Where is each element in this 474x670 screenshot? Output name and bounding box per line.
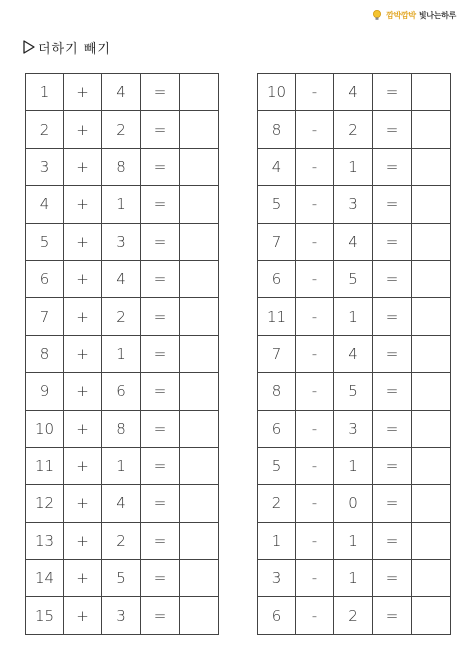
lightbulb-icon [371,9,383,21]
operand-a: 3 [26,148,64,185]
answer-box[interactable] [412,148,451,185]
operand-a: 5 [258,447,296,484]
answer-box[interactable] [412,223,451,260]
operand-b: 8 [102,148,141,185]
page-title: 더하기 빼기 [38,41,111,57]
subtraction-row [258,148,451,185]
addition-row [26,148,219,185]
equals-sign: = [373,560,412,597]
operand-a: 5 [258,186,296,223]
answer-box[interactable] [180,74,219,111]
equals-sign: = [373,148,412,185]
subtraction-row [258,597,451,634]
operand-a: 7 [258,223,296,260]
operator-sign: - [296,597,334,634]
equals-sign: = [141,111,180,148]
operator-sign: + [64,447,102,484]
answer-box[interactable] [180,298,219,335]
addition-row [26,560,219,597]
equals-sign: = [373,260,412,297]
equals-sign: = [373,410,412,447]
operand-a: 8 [26,335,64,372]
equals-sign: = [373,111,412,148]
answer-box[interactable] [412,111,451,148]
subtraction-row [258,522,451,559]
equals-sign: = [141,597,180,634]
equals-sign: = [141,447,180,484]
equals-sign: = [373,522,412,559]
operand-b: 2 [334,111,373,148]
operand-b: 1 [102,335,141,372]
operand-a: 7 [26,298,64,335]
operand-b: 4 [334,335,373,372]
operand-a: 6 [26,260,64,297]
equals-sign: = [373,298,412,335]
operand-b: 2 [334,597,373,634]
answer-box[interactable] [180,223,219,260]
subtraction-row [258,410,451,447]
subtraction-row [258,447,451,484]
answer-box[interactable] [180,335,219,372]
operand-a: 6 [258,260,296,297]
equals-sign: = [373,74,412,111]
answer-box[interactable] [180,597,219,634]
operand-b: 1 [334,148,373,185]
answer-box[interactable] [412,522,451,559]
answer-box[interactable] [180,186,219,223]
answer-box[interactable] [180,111,219,148]
operand-b: 1 [102,447,141,484]
operand-a: 4 [26,186,64,223]
operand-b: 3 [102,597,141,634]
operator-sign: + [64,186,102,223]
answer-box[interactable] [412,335,451,372]
answer-box[interactable] [412,186,451,223]
operator-sign: + [64,74,102,111]
equals-sign: = [373,335,412,372]
addition-table [25,73,219,635]
operand-b: 4 [334,74,373,111]
equals-sign: = [373,186,412,223]
operand-a: 11 [258,298,296,335]
answer-box[interactable] [180,260,219,297]
operator-sign: - [296,260,334,297]
operator-sign: + [64,522,102,559]
answer-box[interactable] [412,410,451,447]
operand-a: 13 [26,522,64,559]
operator-sign: - [296,74,334,111]
operand-a: 4 [258,148,296,185]
operand-b: 5 [334,373,373,410]
equals-sign: = [141,223,180,260]
addition-row [26,298,219,335]
addition-row [26,597,219,634]
operand-a: 1 [258,522,296,559]
addition-row [26,223,219,260]
operand-a: 8 [258,373,296,410]
equals-sign: = [373,223,412,260]
play-triangle-icon [22,39,36,55]
subtraction-row [258,560,451,597]
subtraction-row [258,111,451,148]
operand-b: 3 [102,223,141,260]
addition-row [26,410,219,447]
answer-box[interactable] [412,260,451,297]
operator-sign: - [296,410,334,447]
answer-box[interactable] [412,373,451,410]
operator-sign: - [296,447,334,484]
addition-row [26,111,219,148]
subtraction-row [258,485,451,522]
operand-b: 4 [334,223,373,260]
answer-box[interactable] [412,74,451,111]
brand-name: 깜박깜박 [386,10,416,20]
operator-sign: + [64,597,102,634]
addition-row [26,186,219,223]
equals-sign: = [141,373,180,410]
brand-logo [371,8,456,22]
operand-b: 5 [334,260,373,297]
subtraction-table [257,73,451,635]
operand-a: 14 [26,560,64,597]
operand-b: 2 [102,111,141,148]
addition-row [26,522,219,559]
operand-b: 2 [102,298,141,335]
equals-sign: = [373,597,412,634]
addition-row [26,485,219,522]
answer-box[interactable] [180,373,219,410]
equals-sign: = [141,522,180,559]
answer-box[interactable] [180,410,219,447]
operator-sign: + [64,410,102,447]
operand-b: 5 [102,560,141,597]
operand-b: 4 [102,260,141,297]
operator-sign: + [64,260,102,297]
answer-box[interactable] [180,485,219,522]
answer-box[interactable] [412,560,451,597]
answer-box[interactable] [180,522,219,559]
subtraction-row [258,74,451,111]
operand-a: 9 [26,373,64,410]
answer-box[interactable] [180,447,219,484]
operand-b: 3 [334,186,373,223]
operand-a: 15 [26,597,64,634]
addition-row [26,335,219,372]
subtraction-row [258,223,451,260]
operand-a: 11 [26,447,64,484]
operand-b: 1 [334,522,373,559]
operator-sign: - [296,485,334,522]
operator-sign: + [64,111,102,148]
operand-a: 10 [26,410,64,447]
subtraction-row [258,373,451,410]
operand-a: 6 [258,597,296,634]
operand-b: 4 [102,485,141,522]
operand-a: 12 [26,485,64,522]
operand-a: 8 [258,111,296,148]
answer-box[interactable] [180,148,219,185]
operand-a: 6 [258,410,296,447]
answer-box[interactable] [180,560,219,597]
equals-sign: = [141,186,180,223]
operand-a: 2 [26,111,64,148]
answer-box[interactable] [412,597,451,634]
operand-a: 10 [258,74,296,111]
operand-b: 1 [334,447,373,484]
answer-box[interactable] [412,298,451,335]
addition-row [26,260,219,297]
operator-sign: - [296,560,334,597]
operator-sign: - [296,148,334,185]
operator-sign: - [296,298,334,335]
operand-a: 5 [26,223,64,260]
answer-box[interactable] [412,447,451,484]
equals-sign: = [373,447,412,484]
operator-sign: + [64,485,102,522]
operator-sign: + [64,223,102,260]
operand-b: 1 [102,186,141,223]
equals-sign: = [141,74,180,111]
addition-row [26,373,219,410]
equals-sign: = [141,260,180,297]
operand-b: 4 [102,74,141,111]
subtraction-row [258,186,451,223]
operator-sign: + [64,335,102,372]
operator-sign: - [296,111,334,148]
operator-sign: - [296,186,334,223]
operand-b: 1 [334,560,373,597]
answer-box[interactable] [412,485,451,522]
subtraction-row [258,335,451,372]
operand-b: 3 [334,410,373,447]
operator-sign: - [296,373,334,410]
equals-sign: = [141,148,180,185]
addition-row [26,447,219,484]
operand-b: 6 [102,373,141,410]
equals-sign: = [141,298,180,335]
equals-sign: = [141,410,180,447]
operand-a: 7 [258,335,296,372]
equals-sign: = [141,335,180,372]
brand-tagline: 빛나는하루 [418,10,456,20]
operand-b: 1 [334,298,373,335]
subtraction-row [258,260,451,297]
operand-b: 0 [334,485,373,522]
equals-sign: = [373,373,412,410]
operand-a: 3 [258,560,296,597]
operand-a: 2 [258,485,296,522]
operator-sign: - [296,522,334,559]
operator-sign: + [64,148,102,185]
equals-sign: = [373,485,412,522]
equals-sign: = [141,560,180,597]
operand-b: 2 [102,522,141,559]
equals-sign: = [141,485,180,522]
operand-b: 8 [102,410,141,447]
operand-a: 1 [26,74,64,111]
operator-sign: + [64,560,102,597]
operator-sign: - [296,335,334,372]
addition-row [26,74,219,111]
worksheet-title [22,38,111,56]
subtraction-row [258,298,451,335]
operator-sign: - [296,223,334,260]
operator-sign: + [64,298,102,335]
operator-sign: + [64,373,102,410]
